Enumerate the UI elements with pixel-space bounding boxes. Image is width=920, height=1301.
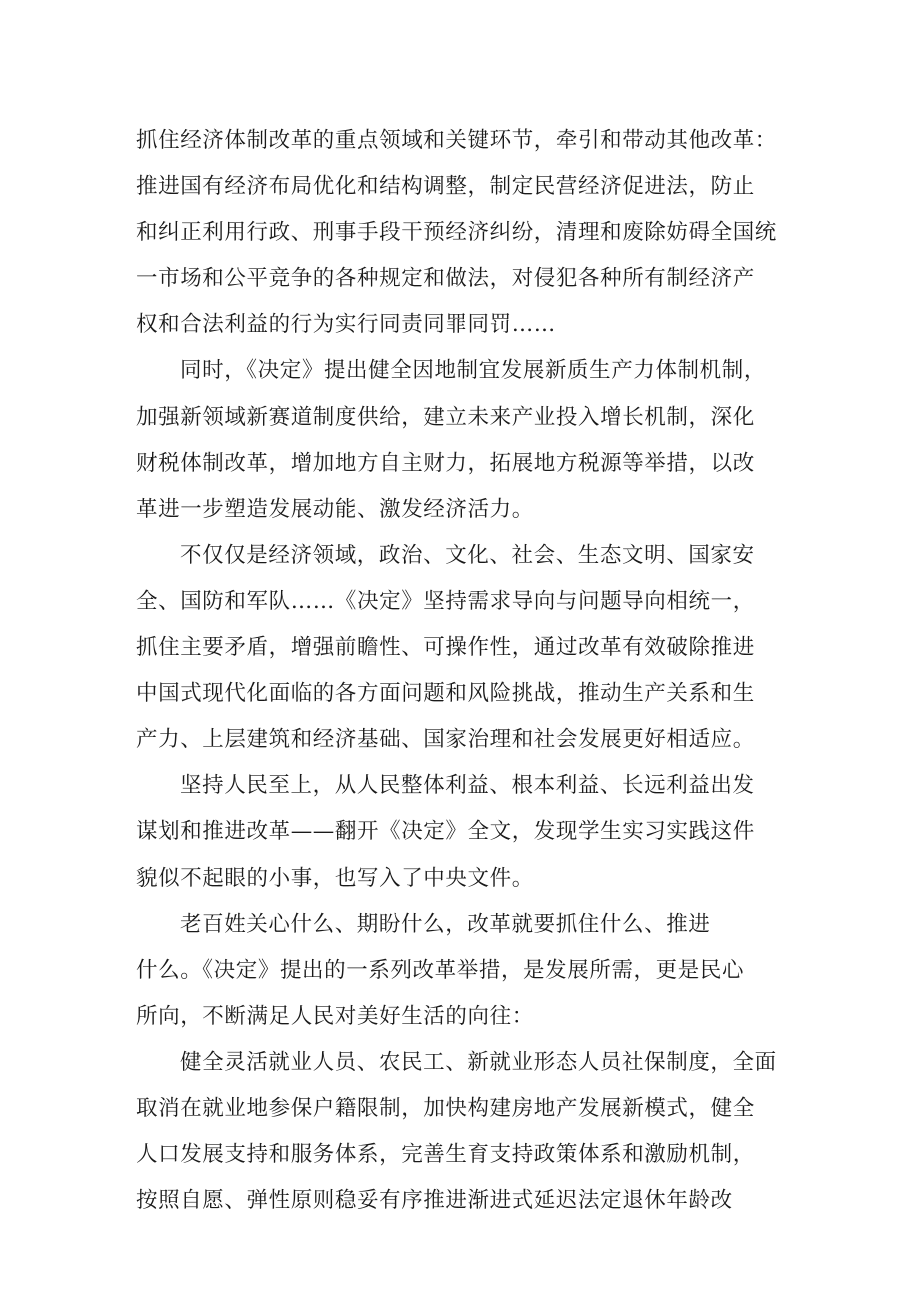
text-line: 中国式现代化面临的各方面问题和风险挑战，推动生产关系和生: [136, 681, 755, 707]
text-line: 貌似不起眼的小事，也写入了中央文件。: [136, 865, 534, 891]
text-line: 取消在就业地参保户籍限制，加快构建房地产发展新模式，健全: [136, 1095, 755, 1121]
paragraph-first-line: 坚持人民至上，从人民整体利益、根本利益、长远利益出发: [180, 773, 755, 799]
text-line: 和纠正利用行政、刑事手段干预经济纠纷，清理和废除妨碍全国统: [136, 220, 777, 246]
text-line: 人口发展支持和服务体系，完善生育支持政策体系和激励机制，: [136, 1142, 755, 1168]
text-line: 抓住经济体制改革的重点领域和关键环节，牵引和带动其他改革：: [136, 128, 777, 153]
text-line: 推进国有经济布局优化和结构调整，制定民营经济促进法，防止: [136, 174, 755, 200]
paragraph-first-line: 不仅仅是经济领域，政治、文化、社会、生态文明、国家安: [180, 542, 755, 568]
text-line: 什么。《决定》提出的一系列改革举措，是发展所需，更是民心: [136, 957, 745, 983]
text-line: 全、国防和军队……《决定》坚持需求导向与问题导向相统一，: [136, 588, 755, 614]
text-line: 所向，不断满足人民对美好生活的向往：: [136, 1003, 534, 1029]
text-line: 财税体制改革，增加地方自主财力，拓展地方税源等举措，以改: [136, 450, 755, 476]
body-text: [136, 118, 796, 1224]
text-line: 按照自愿、弹性原则稳妥有序推进渐进式延迟法定退休年龄改: [136, 1188, 733, 1214]
text-line: 革进一步塑造发展动能、激发经济活力。: [136, 496, 534, 522]
text-line: 权和合法利益的行为实行同责同罪同罚……: [136, 312, 556, 338]
paragraph-first-line: 老百姓关心什么、期盼什么，改革就要抓住什么、推进: [180, 911, 711, 937]
text-line: 产力、上层建筑和经济基础、国家治理和社会发展更好相适应。: [136, 727, 755, 753]
paragraph-first-line: 同时，《决定》提出健全因地制宜发展新质生产力体制机制，: [180, 358, 766, 384]
text-line: 谋划和推进改革——翻开《决定》全文，发现学生实习实践这件: [136, 819, 755, 845]
paragraph-first-line: 健全灵活就业人员、农民工、新就业形态人员社保制度，全面: [180, 1049, 777, 1075]
text-line: 加强新领域新赛道制度供给，建立未来产业投入增长机制，深化: [136, 404, 755, 430]
text-line: 抓住主要矛盾，增强前瞻性、可操作性，通过改革有效破除推进: [136, 635, 755, 661]
text-line: 一市场和公平竞争的各种规定和做法，对侵犯各种所有制经济产: [136, 266, 755, 292]
